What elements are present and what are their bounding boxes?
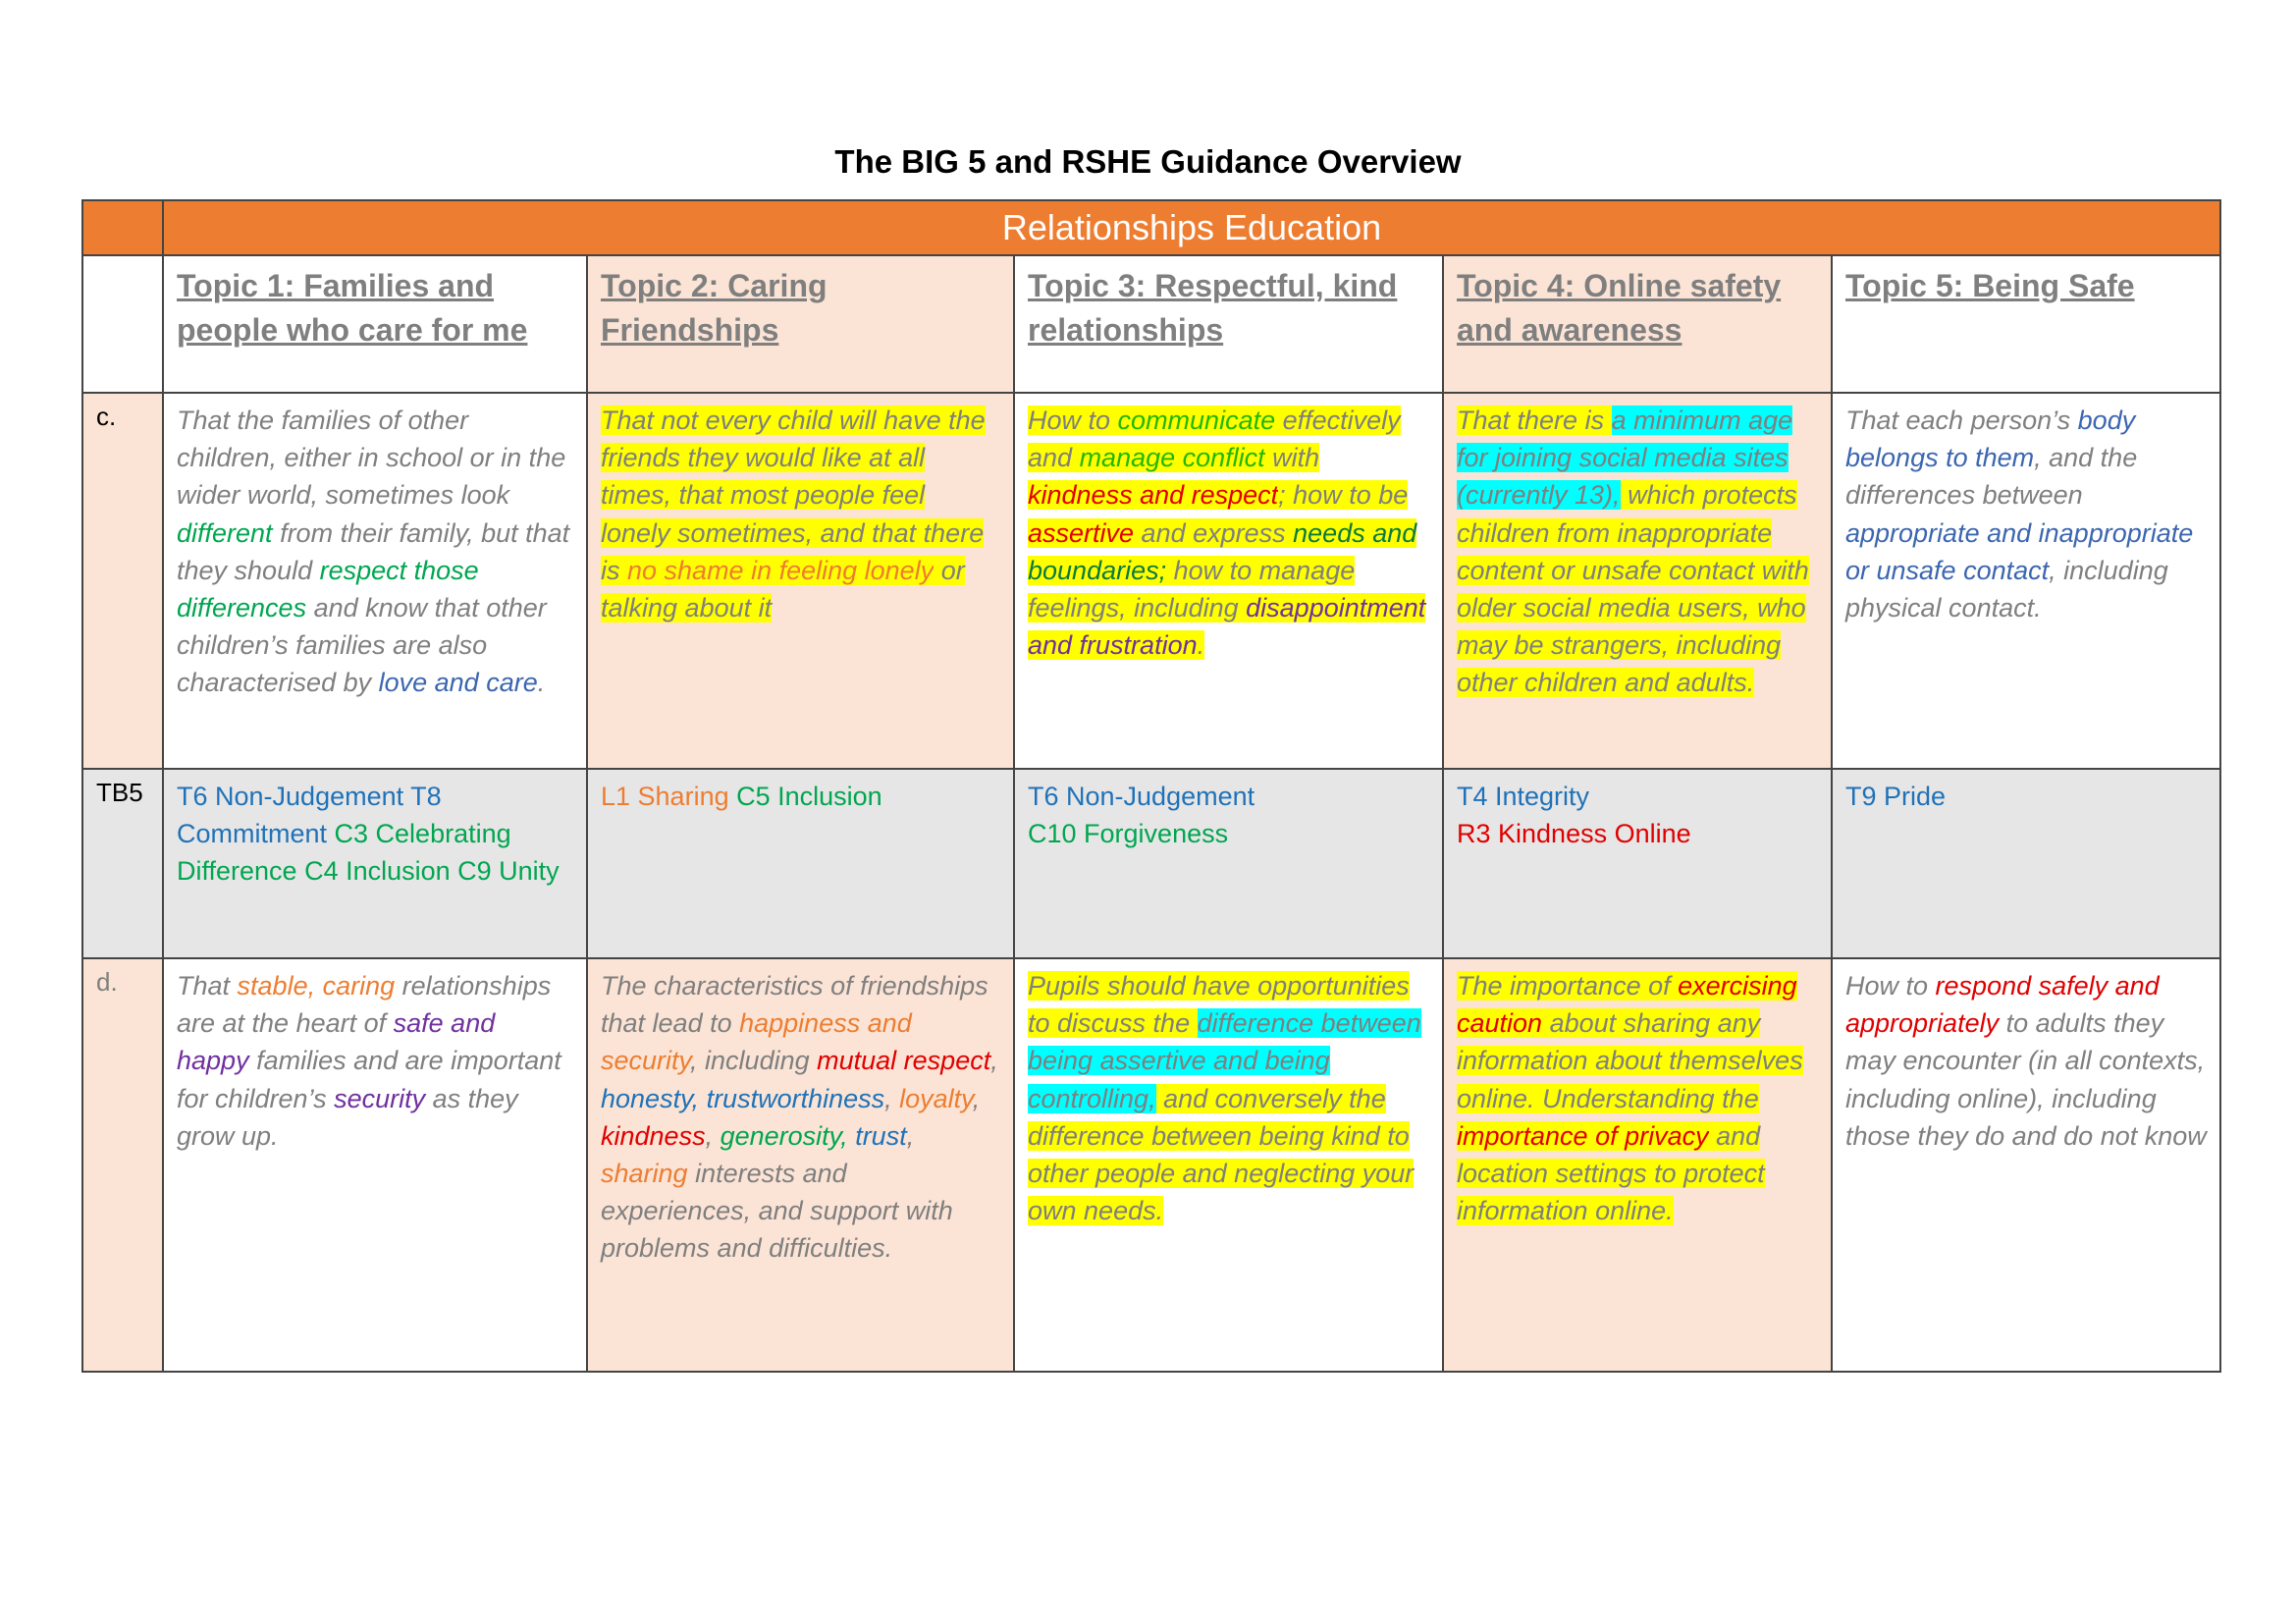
highlighted-text: . xyxy=(1197,630,1205,661)
text-segment: security xyxy=(334,1083,426,1113)
topics-row xyxy=(82,255,2220,393)
text-segment: T6 Non-Judgement T8 Commitment xyxy=(177,782,442,849)
highlighted-text: difference between being assertive and being controlling, xyxy=(1028,1008,1421,1113)
text-segment: mutual respect xyxy=(817,1046,991,1076)
text-segment: happiness and security xyxy=(601,1008,912,1076)
text-segment: respond safely and appropriately xyxy=(1845,971,2160,1039)
highlighted-text: and location settings to protect information online. xyxy=(1457,1120,1765,1226)
text-segment: T4 Integrity xyxy=(1457,782,1590,811)
text-segment: trust xyxy=(855,1120,907,1151)
text-segment: body belongs to them xyxy=(1845,406,2136,473)
highlighted-text: which protects children from inappropriate content or unsafe contact with older social media users, who may be strangers, including other children and adults. xyxy=(1457,480,1809,698)
text-segment: love and care xyxy=(378,668,538,698)
text-segment: honesty, trustworthiness xyxy=(601,1083,885,1113)
text-segment: , including xyxy=(690,1046,818,1076)
text-segment: That xyxy=(177,971,238,1001)
cell xyxy=(1832,769,2220,958)
text-segment: C10 Forgiveness xyxy=(1028,819,1229,849)
cell xyxy=(1014,958,1443,1372)
guidance-table xyxy=(81,199,2221,1373)
text-segment: , including physical contact. xyxy=(1845,555,2168,623)
cell xyxy=(1832,393,2220,769)
text-segment: from their family, but that they should xyxy=(177,517,570,585)
highlighted-text: needs and boundaries; xyxy=(1028,517,1417,585)
highlighted-text: communicate xyxy=(1117,406,1276,435)
cell xyxy=(1443,393,1832,769)
cell xyxy=(163,769,587,958)
cell xyxy=(1832,958,2220,1372)
text-segment: , xyxy=(884,1083,900,1113)
text-segment: The characteristics of friendships that lead to xyxy=(601,971,988,1039)
text-segment: and know that other children’s families are also characterised by xyxy=(177,593,547,698)
document-title: The BIG 5 and RSHE Guidance Overview xyxy=(834,143,1462,180)
topic-4-heading: Topic 4: Online safety and awareness xyxy=(1443,255,1832,393)
highlighted-text: assertive xyxy=(1028,517,1135,548)
row-d xyxy=(82,958,2220,1372)
text-segment: C5 Inclusion xyxy=(736,782,882,811)
cell xyxy=(163,958,587,1372)
highlighted-text: disappointment and frustration xyxy=(1028,593,1426,661)
highlighted-text: and conversely the difference between being kind to other people and neglecting your own needs. xyxy=(1028,1083,1415,1226)
text-segment: R3 Kindness Online xyxy=(1457,819,1691,849)
text-segment: , xyxy=(972,1083,981,1113)
highlighted-text: with xyxy=(1264,443,1320,473)
text-segment: That the families of other children, either in school or in the wider world, sometimes look xyxy=(177,406,566,511)
highlighted-text: and express xyxy=(1134,517,1294,548)
cell xyxy=(1443,958,1832,1372)
text-segment: , xyxy=(990,1046,998,1076)
row-label: TB5 xyxy=(82,769,163,958)
highlighted-text: a minimum age for joining social media sites (currently 13), xyxy=(1457,406,1793,511)
row-tb5 xyxy=(82,769,2220,958)
row-c xyxy=(82,393,2220,769)
text-segment: T9 Pride xyxy=(1845,782,1947,811)
highlighted-text: Pupils should have opportunities to discuss the xyxy=(1028,971,1410,1039)
blank-cell xyxy=(82,255,163,393)
highlighted-text: effectively and xyxy=(1028,406,1401,473)
cell xyxy=(587,769,1014,958)
text-segment: , xyxy=(705,1120,721,1151)
highlighted-text: exercising caution xyxy=(1457,971,1797,1039)
text-segment: kindness xyxy=(601,1120,706,1151)
highlighted-text: how to manage feelings, including xyxy=(1028,555,1356,623)
cell xyxy=(587,393,1014,769)
topic-3-heading: Topic 3: Respectful, kind relationships xyxy=(1014,255,1443,393)
text-segment: appropriate and inappropriate or unsafe contact xyxy=(1845,517,2194,585)
text-segment: That each person’s xyxy=(1845,406,2078,435)
text-segment: , xyxy=(906,1120,915,1151)
text-segment: C3 Celebrating Difference C4 Inclusion C9 Unity xyxy=(177,819,560,887)
section-title: Relationships Education xyxy=(163,200,2220,255)
text-segment: stable, caring xyxy=(237,971,396,1001)
text-segment: How to xyxy=(1845,971,1936,1001)
corner-cell xyxy=(82,200,163,255)
highlighted-text: about sharing any information about themselves online. Understanding the xyxy=(1457,1008,1803,1113)
text-segment: respect those differences xyxy=(177,555,479,623)
highlighted-text: kindness and respect xyxy=(1028,480,1279,511)
text-segment: T6 Non-Judgement xyxy=(1028,782,1255,811)
row-label: d. xyxy=(82,958,163,1372)
text-segment: sharing xyxy=(601,1159,688,1189)
cell xyxy=(587,958,1014,1372)
highlighted-text: no shame in feeling lonely xyxy=(627,555,934,585)
highlighted-text: or talking about it xyxy=(601,555,965,623)
text-segment: loyalty xyxy=(899,1083,973,1113)
text-segment: , and the differences between xyxy=(1845,443,2138,511)
section-header-row xyxy=(82,200,2220,255)
cell xyxy=(163,393,587,769)
text-segment: safe and happy xyxy=(177,1008,496,1076)
text-segment: L1 Sharing xyxy=(601,782,737,811)
text-segment: to adults they may encounter (in all contexts, including online), including those they do and do not know xyxy=(1845,1008,2207,1151)
cell xyxy=(1014,769,1443,958)
row-label: c. xyxy=(82,393,163,769)
text-segment: generosity, xyxy=(720,1120,848,1151)
cell xyxy=(1014,393,1443,769)
topic-1-heading: Topic 1: Families and people who care for me xyxy=(163,255,587,393)
text-segment: interests and experiences, and support with problems and difficulties. xyxy=(601,1159,953,1264)
highlighted-text: ; how to be xyxy=(1278,480,1409,511)
highlighted-text: manage conflict xyxy=(1079,443,1265,473)
highlighted-text: importance of privacy xyxy=(1457,1120,1709,1151)
highlighted-text: How to xyxy=(1028,406,1118,435)
topic-2-heading: Topic 2: Caring Friendships xyxy=(587,255,1014,393)
text-segment: relationships are at the heart of xyxy=(177,971,552,1039)
cell xyxy=(1443,769,1832,958)
text-segment: different xyxy=(177,517,273,548)
highlighted-text: The importance of xyxy=(1457,971,1679,1001)
highlighted-text: That not every child will have the friends they would like at all times, that most people feel lonely sometimes, and that there is xyxy=(601,406,986,585)
text-segment: families and are important for children’s xyxy=(177,1046,561,1113)
text-segment: as they grow up. xyxy=(177,1083,518,1151)
topic-5-heading: Topic 5: Being Safe xyxy=(1832,255,2220,393)
highlighted-text: That there is xyxy=(1457,406,1612,435)
text-segment: . xyxy=(537,668,546,698)
